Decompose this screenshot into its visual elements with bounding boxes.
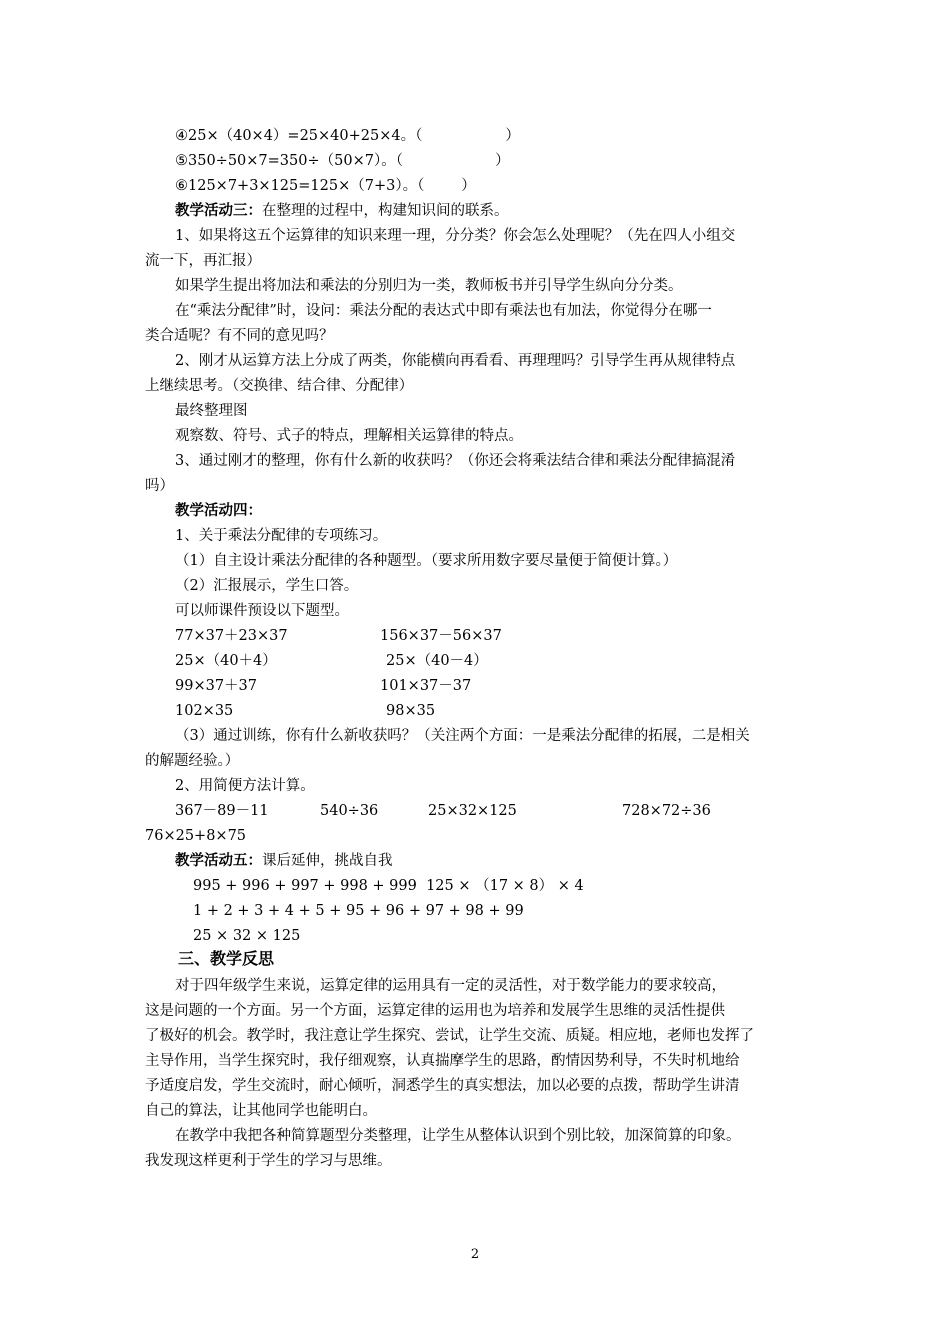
- paragraph: 2、刚才从运算方法上分成了两类，你能横向再看看、再理理吗？引导学生再从规律特点: [175, 353, 736, 369]
- reflection-line: 对于四年级学生来说，运算定律的运用具有一定的灵活性，对于数学能力的要求较高，: [175, 978, 726, 994]
- practice-expression: 156×37－56×37: [380, 628, 502, 644]
- equation-6: ⑥125×7+3×125=125×（7+3）。（ ）: [175, 178, 476, 194]
- paragraph: 3、通过刚才的整理，你有什么新的收获吗？（你还会将乘法结合律和乘法分配律搞混淆: [175, 453, 736, 469]
- paragraph: 类合适呢？有不同的意见吗？: [145, 328, 334, 344]
- calc-expression: 728×72÷36: [622, 803, 711, 819]
- paragraph: 最终整理图: [175, 403, 248, 419]
- paragraph: （1）自主设计乘法分配律的各种题型。（要求所用数字要尽量便于简便计算。）: [175, 553, 678, 569]
- paragraph: 1、如果将这五个运算律的知识来理一理，分分类？你会怎么处理呢？（先在四人小组交: [175, 228, 736, 244]
- paragraph: 在“乘法分配律”时，设问：乘法分配的表达式中即有乘法也有加法，你觉得分在哪一: [175, 303, 712, 319]
- calc-expression: 76×25+8×75: [145, 828, 247, 844]
- activity-4-title: 教学活动四：: [175, 502, 262, 519]
- calc-expression: 540÷36: [320, 803, 379, 819]
- paragraph: 流一下，再汇报）: [145, 253, 261, 269]
- activity-3-text: 在整理的过程中，构建知识间的联系。: [262, 203, 509, 219]
- paragraph: 如果学生提出将加法和乘法的分别归为一类，教师板书并引导学生纵向分分类。: [175, 278, 683, 294]
- practice-expression: 25×（40－4）: [386, 653, 488, 669]
- section-heading: 三、教学反思: [178, 949, 275, 968]
- reflection-line: 我发现这样更利于学生的学习与思维。: [145, 1153, 392, 1169]
- practice-expression: 101×37－37: [380, 678, 472, 694]
- practice-expression: 102×35: [175, 703, 234, 719]
- reflection-line: 予适度启发，学生交流时，耐心倾听，洞悉学生的真实想法，加以必要的点拨，帮助学生讲清: [145, 1078, 740, 1094]
- practice-expression: 98×35: [386, 703, 436, 719]
- practice-expression: 99×37＋37: [175, 678, 258, 694]
- reflection-line: 自己的算法，让其他同学也能明白。: [145, 1103, 377, 1119]
- calc-expression: 25×32×125: [428, 803, 517, 819]
- equation-5: ⑤350÷50×7=350÷（50×7）。（ ）: [175, 153, 510, 169]
- practice-expression: 77×37＋23×37: [175, 628, 288, 644]
- paragraph: 上继续思考。（交换律、结合律、分配律）: [145, 378, 414, 394]
- activity-3-heading: [175, 201, 845, 221]
- paragraph: 2、用简便方法计算。: [175, 778, 315, 794]
- paragraph: （2）汇报展示，学生口答。: [175, 578, 359, 594]
- activity-5-title: 教学活动五：: [175, 852, 262, 869]
- challenge-expression: 25 × 32 × 125: [193, 928, 301, 944]
- challenge-expression: 1 + 2 + 3 + 4 + 5 + 95 + 96 + 97 + 98 + 99: [193, 903, 524, 919]
- activity-5-heading: [175, 851, 845, 871]
- reflection-line: 这是问题的一个方面。另一个方面，运算定律的运用也为培养和发展学生思维的灵活性提供: [145, 1003, 725, 1019]
- reflection-line: 了极好的机会。教学时，我注意让学生探究、尝试，让学生交流、质疑。相应地，老师也发挥了: [145, 1028, 754, 1044]
- paragraph: （3）通过训练，你有什么新收获吗？（关注两个方面：一是乘法分配律的拓展，二是相关: [175, 728, 750, 744]
- paragraph: 可以师课件预设以下题型。: [175, 603, 349, 619]
- activity-5-text: 课后延伸，挑战自我: [262, 853, 393, 869]
- paragraph: 观察数、符号、式子的特点，理解相关运算律的特点。: [175, 428, 523, 444]
- reflection-line: 在教学中我把各种简算题型分类整理，让学生从整体认识到个别比较，加深简算的印象。: [175, 1128, 741, 1144]
- challenge-expression: 995 + 996 + 997 + 998 + 999 125 × （17 × 8） × 4: [193, 878, 584, 894]
- activity-3-title: 教学活动三：: [175, 202, 262, 219]
- paragraph: 吗）: [145, 478, 174, 494]
- page-number: 2: [470, 1247, 480, 1262]
- calc-expression: 367－89－11: [175, 803, 269, 819]
- reflection-line: 主导作用，当学生探究时，我仔细观察，认真揣摩学生的思路，酌情因势利导，不失时机地给: [145, 1053, 740, 1069]
- equation-4: ④25×（40×4）=25×40+25×4。（ ）: [175, 128, 520, 144]
- paragraph: 1、关于乘法分配律的专项练习。: [175, 528, 388, 544]
- practice-expression: 25×（40＋4）: [175, 653, 277, 669]
- paragraph: 的解题经验。）: [145, 753, 240, 769]
